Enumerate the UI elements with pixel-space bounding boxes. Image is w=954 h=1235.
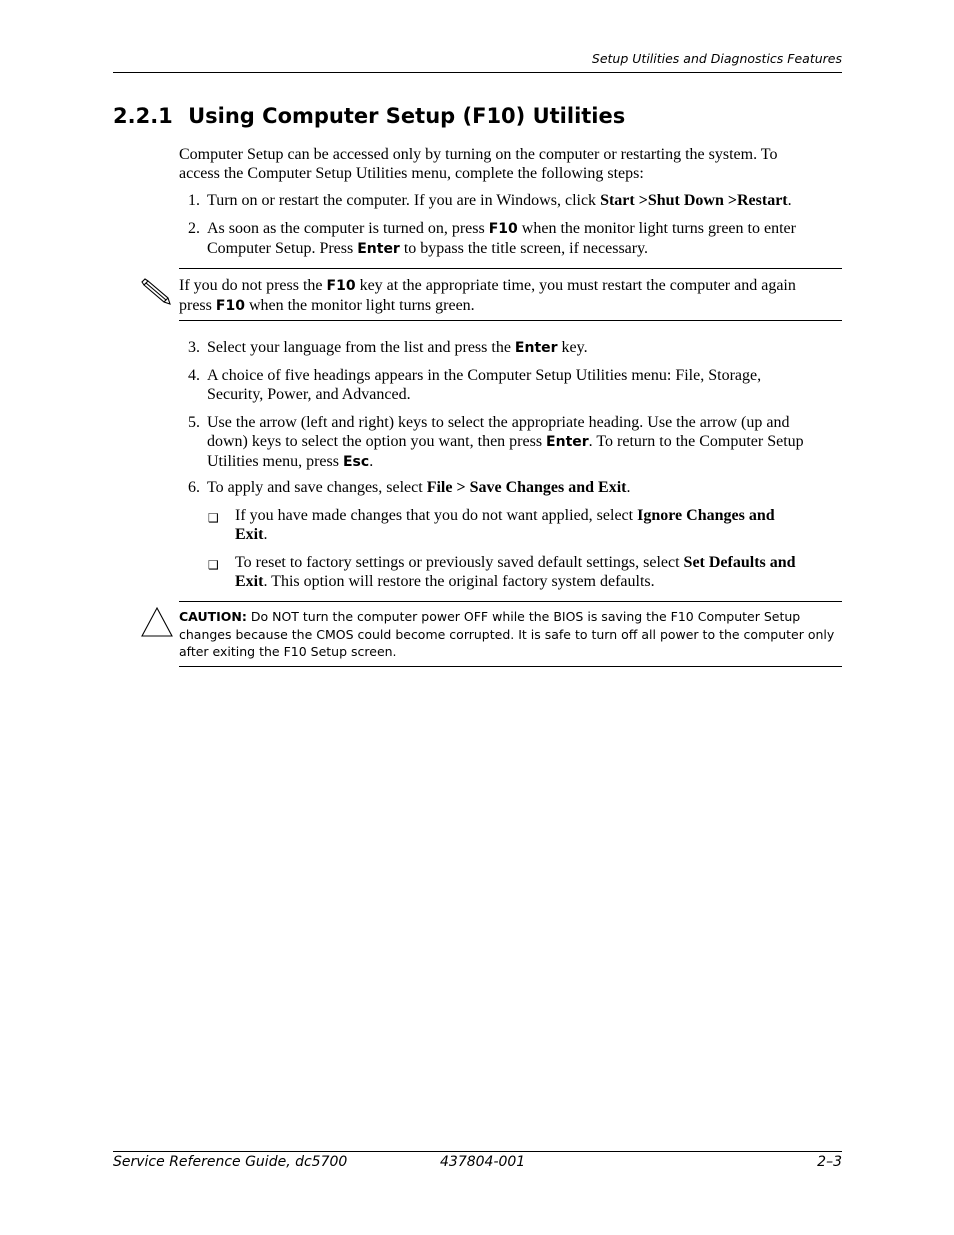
step-text: . To return to the Computer Setup <box>588 433 804 450</box>
running-header: Setup Utilities and Diagnostics Features <box>591 51 842 66</box>
caution-line: changes because the CMOS could become corrupted. It is safe to turn off all power to the computer only <box>179 626 835 642</box>
key-label: Enter <box>514 340 558 356</box>
footer-rule <box>113 1151 842 1152</box>
step-text: Turn on or restart the computer. If you are in Windows, click <box>207 192 601 209</box>
note-top-rule <box>179 268 842 269</box>
step-text: Computer Setup. Press <box>207 240 358 257</box>
step-number: 1. <box>188 192 200 209</box>
sub-item-set-defaults <box>208 553 842 591</box>
step-text: Use the arrow (left and right) keys to select the appropriate heading. Use the arrow (up and <box>207 414 790 431</box>
note-text-part: key at the appropriate time, you must restart the computer and again <box>355 277 796 294</box>
sub-item-text: . <box>263 526 268 543</box>
caution-bottom-rule <box>179 666 842 667</box>
step-1 <box>188 191 842 210</box>
sub-item-text: To reset to factory settings or previously saved default settings, select <box>235 554 684 571</box>
caution-text <box>179 608 842 661</box>
note-text <box>179 276 842 316</box>
key-label: F10 <box>215 298 245 314</box>
caution-line: after exiting the F10 Setup screen. <box>179 644 397 659</box>
step-2 <box>188 219 842 257</box>
caution-line: Do NOT turn the computer power OFF while the BIOS is saving the F10 Computer Setup <box>246 609 801 624</box>
step-text: . <box>369 453 374 470</box>
step-text: As soon as the computer is turned on, press <box>207 220 489 237</box>
key-label: Enter <box>546 434 589 450</box>
key-label: F10 <box>326 278 356 294</box>
key-label: Esc <box>342 454 370 470</box>
note-text-part: press <box>179 297 216 314</box>
section-heading <box>113 104 625 128</box>
note-text-part: when the monitor light turns green. <box>244 297 475 314</box>
caution-label: CAUTION: <box>179 609 247 624</box>
step-text: Select your language from the list and press the <box>207 339 515 356</box>
step-text: Utilities menu, press <box>207 453 343 470</box>
step-number: 4. <box>188 367 200 384</box>
key-label: F10 <box>488 221 518 237</box>
step-3 <box>188 338 842 357</box>
menu-option: Ignore Changes and <box>637 507 775 524</box>
step-text: . <box>626 479 631 496</box>
step-text: down) keys to select the option you want, then press <box>207 433 547 450</box>
step-text: To apply and save changes, select <box>207 479 427 496</box>
pencil-icon <box>140 277 176 307</box>
key-label: Enter <box>357 241 400 257</box>
caution-triangle-icon <box>140 606 174 638</box>
header-rule <box>113 72 842 73</box>
step-4 <box>188 366 842 404</box>
step-text: . <box>787 192 792 209</box>
intro-paragraph <box>179 145 842 183</box>
step-text: when the monitor light turns green to enter <box>517 220 796 237</box>
footer-part-number: 437804-001 <box>440 1154 526 1170</box>
step-6 <box>188 478 842 497</box>
step-text: A choice of five headings appears in the Computer Setup Utilities menu: File, Storage, <box>207 367 762 384</box>
menu-option: Set Defaults and <box>683 554 796 571</box>
footer-guide-title: Service Reference Guide, dc5700 <box>113 1154 348 1170</box>
intro-line-1: Computer Setup can be accessed only by turning on the computer or restarting the system. To <box>179 146 778 163</box>
menu-option: Exit <box>235 573 264 590</box>
step-text: Security, Power, and Advanced. <box>207 386 411 403</box>
sub-item-text: . This option will restore the original factory system defaults. <box>263 573 655 590</box>
menu-path: Start >Shut Down >Restart <box>600 192 788 209</box>
step-number: 6. <box>188 479 200 496</box>
sub-item-ignore-changes <box>208 506 842 544</box>
step-number: 2. <box>188 220 200 237</box>
note-bottom-rule <box>179 320 842 321</box>
step-number: 5. <box>188 414 200 431</box>
menu-option: Exit <box>235 526 264 543</box>
menu-path: File > Save Changes and Exit <box>426 479 627 496</box>
step-text: to bypass the title screen, if necessary. <box>399 240 649 257</box>
step-text: key. <box>557 339 588 356</box>
step-number: 3. <box>188 339 200 356</box>
checkbox-bullet-icon: ❑ <box>208 511 219 525</box>
sub-item-text: If you have made changes that you do not want applied, select <box>235 507 638 524</box>
checkbox-bullet-icon: ❑ <box>208 558 219 572</box>
footer-page-number: 2–3 <box>817 1154 842 1170</box>
intro-line-2: access the Computer Setup Utilities menu, complete the following steps: <box>179 165 644 182</box>
caution-top-rule <box>179 601 842 602</box>
section-title: Using Computer Setup (F10) Utilities <box>188 104 626 128</box>
step-5 <box>188 413 842 470</box>
note-text-part: If you do not press the <box>179 277 327 294</box>
section-number: 2.2.1 <box>113 104 173 128</box>
